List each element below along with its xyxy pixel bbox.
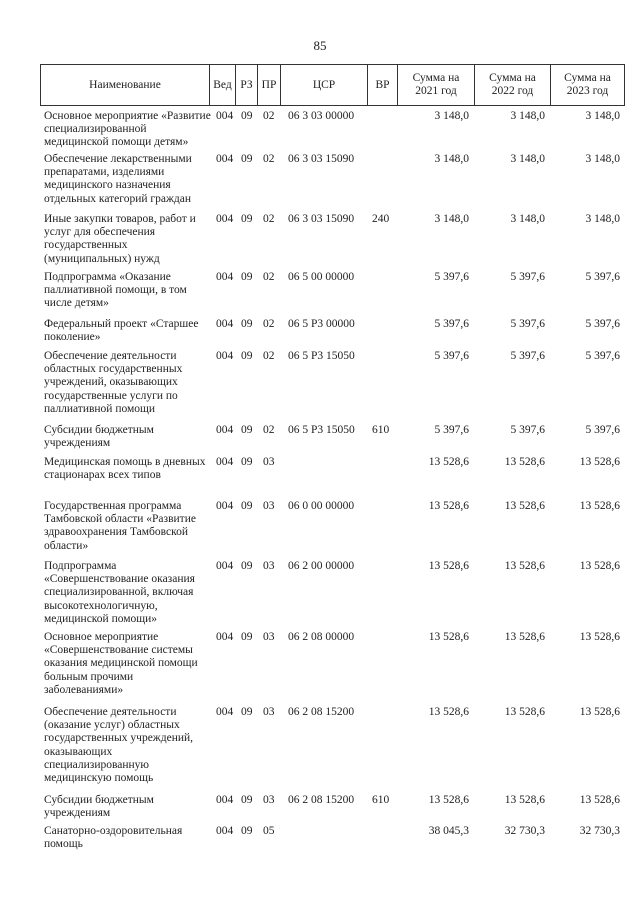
row-sum-2021: 3 148,0 — [434, 110, 469, 122]
row-sum-2022: 13 528,6 — [504, 560, 545, 572]
row-sum-2021: 13 528,6 — [428, 794, 469, 806]
row-sum-2022: 13 528,6 — [504, 456, 545, 468]
row-sum-2022: 13 528,6 — [504, 500, 545, 512]
row-rz: 09 — [241, 500, 253, 512]
row-pr: 02 — [263, 271, 275, 283]
page-number: 85 — [313, 38, 327, 53]
row-sum-2021: 13 528,6 — [428, 560, 469, 572]
row-sum-2021: 13 528,6 — [428, 456, 469, 468]
row-ved: 004 — [216, 500, 234, 512]
row-name: Санаторно-оздоровительная помощь — [44, 825, 183, 851]
row-ved: 004 — [216, 110, 234, 122]
row-rz: 09 — [241, 350, 253, 362]
row-sum-2023: 3 148,0 — [585, 153, 620, 165]
row-sum-2021: 3 148,0 — [434, 153, 469, 165]
row-rz: 09 — [241, 631, 253, 643]
row-sum-2023: 5 397,6 — [585, 424, 620, 436]
row-sum-2022: 5 397,6 — [510, 424, 545, 436]
header-csr: ЦСР — [280, 64, 367, 106]
row-sum-2023: 13 528,6 — [579, 631, 620, 643]
row-csr: 06 3 03 00000 — [288, 110, 355, 122]
header-vr: ВР — [367, 64, 397, 106]
row-sum-2021: 5 397,6 — [434, 318, 469, 330]
row-vr: 240 — [372, 213, 390, 225]
row-csr: 06 2 08 15200 — [288, 794, 355, 806]
row-name: Субсидии бюджетным учреждениям — [44, 794, 154, 820]
row-name: Обеспечение деятельности (оказание услуг) областных государственных учреждений, оказывающих специализированную медицинскую помощь — [44, 706, 194, 785]
row-pr: 03 — [263, 456, 275, 468]
row-ved: 004 — [216, 350, 234, 362]
header-sum-2022: Сумма на 2022 год — [474, 64, 550, 106]
row-ved: 004 — [216, 456, 234, 468]
row-sum-2021: 5 397,6 — [434, 350, 469, 362]
row-sum-2023: 5 397,6 — [585, 318, 620, 330]
row-name: Иные закупки товаров, работ и услуг для обеспечения государственных (муниципальных) нужд — [44, 213, 196, 265]
row-sum-2023: 5 397,6 — [585, 350, 620, 362]
row-ved: 004 — [216, 318, 234, 330]
row-sum-2022: 5 397,6 — [510, 271, 545, 283]
header-sum-2023: Сумма на 2023 год — [550, 64, 625, 106]
row-sum-2023: 5 397,6 — [585, 271, 620, 283]
row-rz: 09 — [241, 213, 253, 225]
row-csr: 06 0 00 00000 — [288, 500, 355, 512]
row-sum-2023: 13 528,6 — [579, 706, 620, 718]
row-sum-2023: 3 148,0 — [585, 110, 620, 122]
row-ved: 004 — [216, 825, 234, 837]
row-rz: 09 — [241, 560, 253, 572]
row-name: Основное мероприятие «Совершенствование системы оказания медицинской помощи больным прочими заболеваниями» — [44, 631, 198, 696]
row-sum-2021: 13 528,6 — [428, 706, 469, 718]
row-rz: 09 — [241, 153, 253, 165]
row-ved: 004 — [216, 153, 234, 165]
row-sum-2022: 5 397,6 — [510, 318, 545, 330]
row-vr: 610 — [372, 424, 390, 436]
row-rz: 09 — [241, 110, 253, 122]
row-pr: 02 — [263, 318, 275, 330]
row-sum-2022: 5 397,6 — [510, 350, 545, 362]
row-name: Федеральный проект «Старшее поколение» — [44, 318, 199, 344]
row-pr: 02 — [263, 213, 275, 225]
row-pr: 02 — [263, 153, 275, 165]
row-csr: 06 2 08 15200 — [288, 706, 355, 718]
row-sum-2021: 5 397,6 — [434, 424, 469, 436]
row-csr: 06 5 P3 00000 — [288, 318, 355, 330]
row-sum-2023: 3 148,0 — [585, 213, 620, 225]
row-sum-2021: 3 148,0 — [434, 213, 469, 225]
row-sum-2023: 32 730,3 — [579, 825, 620, 837]
row-csr: 06 3 03 15090 — [288, 153, 355, 165]
row-ved: 004 — [216, 631, 234, 643]
row-sum-2023: 13 528,6 — [579, 500, 620, 512]
row-name: Основное мероприятие «Развитие специализированной медицинской помощи детям» — [44, 110, 211, 149]
row-rz: 09 — [241, 794, 253, 806]
row-sum-2022: 3 148,0 — [510, 213, 545, 225]
row-csr: 06 2 08 00000 — [288, 631, 355, 643]
row-pr: 03 — [263, 706, 275, 718]
row-name: Медицинская помощь в дневных стационарах всех типов — [44, 456, 206, 482]
row-ved: 004 — [216, 424, 234, 436]
row-pr: 05 — [263, 825, 275, 837]
row-pr: 02 — [263, 350, 275, 362]
row-ved: 004 — [216, 794, 234, 806]
row-name: Государственная программа Тамбовской области «Развитие здравоохранения Тамбовской области» — [44, 500, 196, 552]
row-csr: 06 5 P3 15050 — [288, 424, 355, 436]
row-sum-2023: 13 528,6 — [579, 560, 620, 572]
row-pr: 03 — [263, 631, 275, 643]
header-name: Наименование — [40, 64, 209, 106]
table-header — [40, 64, 625, 106]
row-rz: 09 — [241, 318, 253, 330]
header-ved: Вед — [209, 64, 235, 106]
row-name: Подпрограмма «Совершенствование оказания специализированной, включая высокотехнологичную, медицинской помощи» — [44, 560, 195, 625]
row-pr: 03 — [263, 794, 275, 806]
row-sum-2022: 32 730,3 — [504, 825, 545, 837]
row-rz: 09 — [241, 271, 253, 283]
header-pr: ПР — [257, 64, 280, 106]
row-sum-2022: 13 528,6 — [504, 631, 545, 643]
row-sum-2021: 38 045,3 — [428, 825, 469, 837]
row-ved: 004 — [216, 271, 234, 283]
row-name: Обеспечение лекарственными препаратами, изделиями медицинского назначения отдельных категорий граждан — [44, 153, 192, 205]
row-sum-2021: 13 528,6 — [428, 500, 469, 512]
row-csr: 06 5 P3 15050 — [288, 350, 355, 362]
row-sum-2022: 3 148,0 — [510, 110, 545, 122]
row-rz: 09 — [241, 825, 253, 837]
row-rz: 09 — [241, 456, 253, 468]
row-csr: 06 5 00 00000 — [288, 271, 355, 283]
row-ved: 004 — [216, 560, 234, 572]
row-rz: 09 — [241, 706, 253, 718]
row-ved: 004 — [216, 706, 234, 718]
row-sum-2023: 13 528,6 — [579, 456, 620, 468]
row-csr: 06 3 03 15090 — [288, 213, 355, 225]
row-sum-2021: 5 397,6 — [434, 271, 469, 283]
row-ved: 004 — [216, 213, 234, 225]
row-sum-2022: 13 528,6 — [504, 706, 545, 718]
row-vr: 610 — [372, 794, 390, 806]
row-name: Подпрограмма «Оказание паллиативной помощи, в том числе детям» — [44, 271, 187, 310]
row-sum-2023: 13 528,6 — [579, 794, 620, 806]
row-name: Субсидии бюджетным учреждениям — [44, 424, 154, 450]
row-sum-2022: 13 528,6 — [504, 794, 545, 806]
row-sum-2021: 13 528,6 — [428, 631, 469, 643]
row-pr: 03 — [263, 560, 275, 572]
row-pr: 03 — [263, 500, 275, 512]
row-rz: 09 — [241, 424, 253, 436]
header-sum-2021: Сумма на 2021 год — [397, 64, 474, 106]
row-csr: 06 2 00 00000 — [288, 560, 355, 572]
header-rz: РЗ — [235, 64, 257, 106]
row-name: Обеспечение деятельности областных государственных учреждений, оказывающих государственные услуги по паллиативной помощи — [44, 350, 183, 415]
row-pr: 02 — [263, 424, 275, 436]
row-pr: 02 — [263, 110, 275, 122]
row-sum-2022: 3 148,0 — [510, 153, 545, 165]
